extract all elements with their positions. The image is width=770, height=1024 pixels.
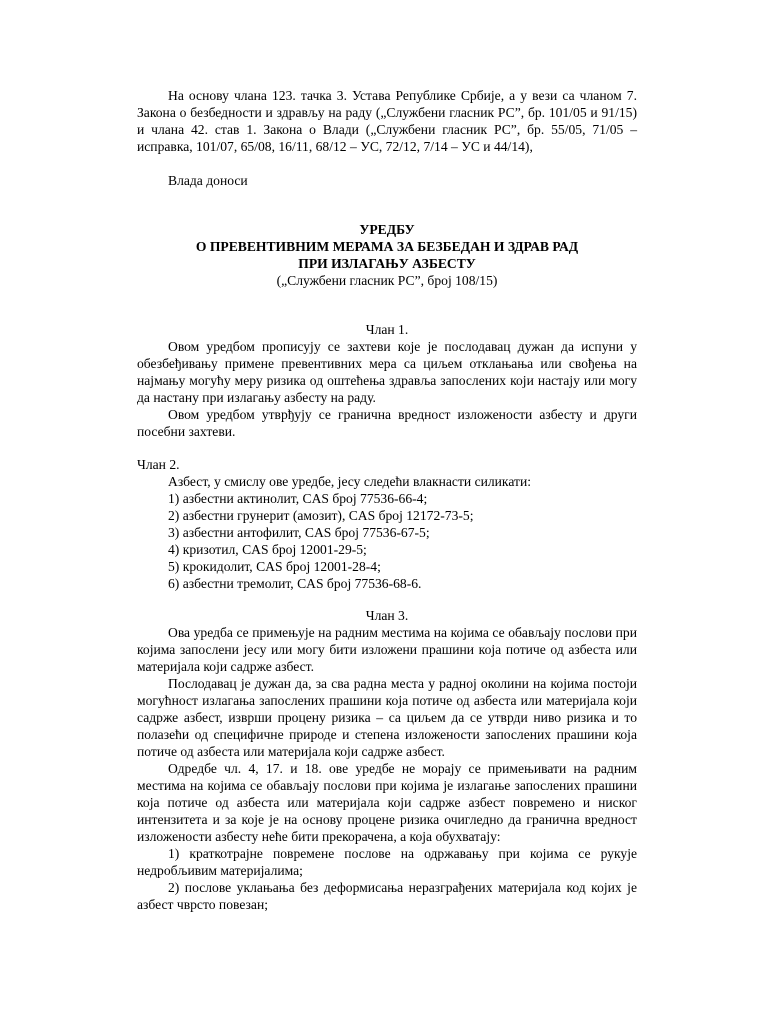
article-1 [137,321,637,440]
article-2-heading: Члан 2. [137,457,180,472]
preamble-text: На основу члана 123. тачка 3. Устава Републике Србије, а у вези са чланом 7. Закона о безбедности и здрављу на раду („Службени гласник РС”, бр. 101/05 и 91/15) и члана 42. став 1. Закона о Влади („Службени гласник РС”, бр. 55/05, 71/05 – исправка, 101/07, 65/08, 16/11, 68/12 – УС, 72/12, 7/14 – УС и 44/14), [137,88,637,154]
list-item: 2) послове уклањања без деформисања неразграђених материјала код којих је азбест чврсто повезан; [137,880,637,912]
article-2 [137,456,637,592]
adopts-block [137,172,637,189]
article-1-paragraph-2: Овом уредбом утврђују се гранична вредност изложености азбесту и други посебни захтеви. [137,407,637,439]
preamble-block [137,87,637,155]
list-item: 2) азбестни грунерит (амозит), CAS број 12172-73-5; [168,508,474,523]
title-line-3: ПРИ ИЗЛАГАЊУ АЗБЕСТУ [298,256,476,271]
adopts-text: Влада доноси [168,173,248,188]
list-item: 6) азбестни тремолит, CAS број 77536-68-6. [168,576,422,591]
article-3-heading: Члан 3. [365,608,409,623]
list-item: 5) крокидолит, CAS број 12001-28-4; [168,559,381,574]
article-3-paragraph-2: Послодавац је дужан да, за сва радна места у радној околини на којима постоји могућност излагања запослених прашини која потиче од азбеста или материјала који садрже азбест, изврши процену ризика – са циљем да се утврди ниво ризика и то полазећи од специфичне природе и степена изложености запослених прашини која потиче од азбеста или материјала који садрже азбест. [137,676,637,759]
list-item: 4) кризотил, CAS број 12001-29-5; [168,542,367,557]
article-1-heading: Члан 1. [365,322,409,337]
title-line-2: О ПРЕВЕНТИВНИМ МЕРАМА ЗА БЕЗБЕДАН И ЗДРАВ РАД [195,239,579,254]
list-item: 3) азбестни антофилит, CAS број 77536-67-5; [168,525,430,540]
article-3 [137,607,637,913]
article-2-intro: Азбест, у смислу ове уредбе, јесу следећи влакнасти силикати: [168,474,532,489]
gazette-reference: („Службени гласник РС”, број 108/15) [276,273,498,288]
article-1-paragraph-1: Овом уредбом прописују се захтеви које је послодавац дужан да испуни у обезбеђивању примене превентивних мера са циљем отклањања или свођења на најмању могућу меру ризика од оштећења здравља запослених који настају или могу да настану при излагању азбесту на раду. [137,339,637,405]
list-item: 1) азбестни актинолит, CAS број 77536-66-4; [168,491,428,506]
article-3-paragraph-1: Ова уредба се примењује на радним местима на којима се обављају послови при којима запослени јесу или могу бити изложени прашини која потиче од азбеста или материјала који садрже азбест. [137,625,637,674]
title-line-1: УРЕДБУ [359,222,415,237]
list-item: 1) краткотрајне повремене послове на одржавању при којима се рукује недробљивим материјалима; [137,846,637,878]
document-title [137,221,637,289]
article-3-paragraph-3: Одредбе чл. 4, 17. и 18. ове уредбе не морају се примењивати на радним местима на којима се обављају послови при којима је излагање запослених прашини која потиче од азбеста или материјала који садрже азбест повремено и ниског интензитета и за које је на основу процене ризика очигледно да гранична вредност изложености азбесту неће бити прекорачена, а која обухватају: [137,761,637,844]
